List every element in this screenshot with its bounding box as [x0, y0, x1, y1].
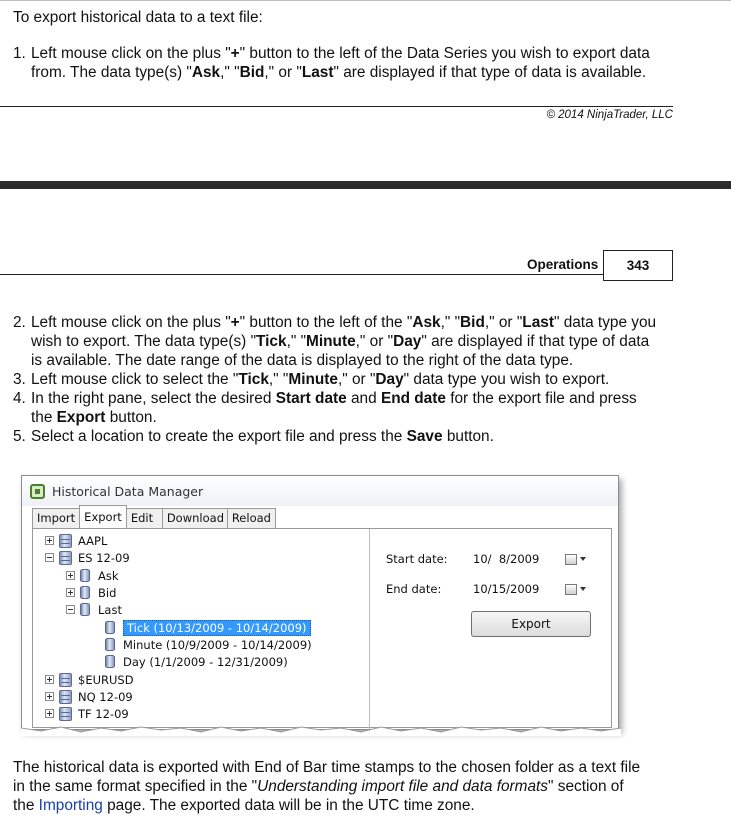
expand-icon[interactable] — [45, 536, 54, 545]
step-5 — [13, 427, 703, 446]
tab-export[interactable]: Export — [79, 505, 127, 527]
tree-label: Day (1/1/2009 - 12/31/2009) — [123, 654, 288, 669]
page-break-bar — [0, 181, 731, 189]
end-date-value: 10/15/2009 — [473, 582, 540, 596]
footer-rule — [0, 106, 673, 107]
step-text: ," " — [286, 333, 307, 350]
expand-icon[interactable] — [45, 692, 54, 701]
expand-icon[interactable] — [66, 588, 75, 597]
step-number: 2. — [13, 314, 26, 331]
tree-label: $EURUSD — [78, 672, 134, 687]
step-text: the — [31, 409, 57, 426]
tree-label: AAPL — [78, 533, 108, 548]
historical-data-manager-window — [21, 475, 619, 730]
tick-text: Tick — [238, 371, 269, 388]
page-number: 343 — [603, 250, 673, 281]
importing-link[interactable]: Importing — [38, 797, 103, 814]
last-text: Last — [522, 314, 554, 331]
start-date-label: Start date: — [386, 552, 448, 566]
start-date-value: 10/ 8/2009 — [473, 552, 540, 566]
minute-text: Minute — [306, 333, 356, 350]
bid-text: Bid — [460, 314, 485, 331]
day-text: Day — [393, 333, 422, 350]
instrument-icon — [59, 690, 72, 704]
step-text: for the export file and press — [445, 390, 637, 407]
tree-label: ES 12-09 — [78, 550, 130, 565]
tree-node-last[interactable] — [66, 601, 122, 618]
instrument-icon — [59, 551, 72, 565]
step-text: ," or " — [264, 64, 302, 81]
tree-node-aapl[interactable] — [45, 532, 107, 549]
collapse-icon[interactable] — [66, 605, 75, 614]
step-3 — [13, 370, 703, 389]
tree-label: TF 12-09 — [78, 706, 129, 721]
database-icon — [105, 638, 115, 651]
tree-label: Last — [98, 602, 122, 617]
step-text: Left mouse click to select the " — [31, 371, 239, 388]
step-text: ," or " — [355, 333, 394, 350]
calendar-dropdown-icon[interactable] — [565, 554, 586, 565]
collapse-icon[interactable] — [45, 553, 54, 562]
export-text: Export — [56, 409, 106, 426]
tree-label: Bid — [98, 585, 117, 600]
step-list-2 — [13, 313, 703, 446]
step-4 — [13, 389, 703, 427]
tree-node-minute[interactable] — [105, 636, 312, 653]
database-icon — [80, 586, 90, 599]
step-text: ," " — [268, 371, 289, 388]
expand-icon[interactable] — [45, 675, 54, 684]
calendar-dropdown-icon[interactable] — [565, 584, 586, 595]
step-text: " are displayed if that type of data — [421, 333, 650, 350]
tab-import[interactable]: Import — [32, 508, 80, 528]
end-date-picker[interactable] — [470, 579, 592, 599]
section-label: Operations — [527, 257, 599, 272]
database-icon — [105, 655, 115, 668]
step-text: " data type you wish to export. — [403, 371, 610, 388]
tab-edit[interactable]: Edit — [126, 508, 163, 528]
export-tab-panel — [32, 528, 612, 728]
tree-node-ask[interactable] — [66, 567, 119, 584]
tree-node-day[interactable] — [105, 653, 288, 670]
intro-text: To export historical data to a text file: — [13, 9, 263, 26]
step-text: Left mouse click on the plus " — [31, 45, 231, 62]
tab-reload[interactable]: Reload — [227, 508, 276, 528]
step-text: and — [346, 390, 381, 407]
header-rule — [0, 274, 604, 275]
ask-text: Ask — [191, 64, 221, 81]
tree-label: NQ 12-09 — [78, 689, 133, 704]
tree-node-bid[interactable] — [66, 584, 116, 601]
step-text: Left mouse click on the plus " — [31, 314, 231, 331]
tree-label-selected: Tick (10/13/2009 - 10/14/2009) — [123, 620, 311, 636]
tab-strip — [32, 508, 275, 528]
end-date-text: End date — [380, 390, 446, 407]
database-icon — [105, 621, 115, 634]
tree-node-nq[interactable] — [45, 688, 133, 705]
step-text: button. — [105, 409, 157, 426]
step-1 — [13, 44, 693, 82]
torn-edge-decoration — [21, 724, 621, 736]
plus-text: + — [230, 45, 240, 62]
step-text: In the right pane, select the desired — [31, 390, 276, 407]
tree-node-tick[interactable] — [105, 619, 311, 636]
data-series-tree — [33, 529, 370, 729]
save-text: Save — [406, 428, 443, 445]
plus-text: + — [230, 314, 240, 331]
export-button[interactable]: Export — [471, 611, 591, 637]
database-icon — [80, 569, 90, 582]
tree-node-tf[interactable] — [45, 705, 129, 722]
step-text: ," or " — [484, 314, 523, 331]
closing-paragraph — [13, 758, 713, 815]
instrument-icon — [59, 673, 72, 687]
step-text: is available. The date range of the data is displayed to the right of the data type. — [31, 352, 574, 369]
closing-text: in the same format specified in the " — [13, 778, 258, 795]
step-text: ," " — [220, 64, 240, 81]
copyright: © 2014 NinjaTrader, LLC — [546, 109, 673, 121]
tab-download[interactable]: Download — [162, 508, 228, 528]
instrument-icon — [59, 534, 72, 548]
tree-node-eurusd[interactable] — [45, 671, 134, 688]
tree-label: Ask — [98, 568, 119, 583]
last-text: Last — [301, 64, 334, 81]
end-date-label: End date: — [386, 582, 442, 596]
step-text: ," or " — [337, 371, 376, 388]
bid-text: Bid — [239, 64, 265, 81]
start-date-picker[interactable] — [470, 549, 592, 569]
closing-text: page. The exported data will be in the UTC time zone. — [102, 797, 475, 814]
closing-text: the — [13, 797, 39, 814]
step-text: button. — [442, 428, 494, 445]
step-text: wish to export. The data type(s) " — [31, 333, 257, 350]
window-title: Historical Data Manager — [52, 483, 204, 499]
day-text: Day — [375, 371, 404, 388]
step-number: 1. — [13, 45, 26, 62]
step-text: " button to the left of the Data Series you wish to export data — [239, 45, 650, 62]
tree-node-es[interactable] — [45, 549, 130, 566]
closing-text: " section of — [548, 778, 624, 795]
step-text: " data type you — [553, 314, 657, 331]
step-2 — [13, 313, 703, 370]
step-number: 4. — [13, 390, 26, 407]
database-icon — [80, 603, 90, 616]
tick-text: Tick — [256, 333, 287, 350]
section-reference: Understanding import file and data formats — [257, 778, 549, 795]
window-titlebar — [22, 476, 618, 506]
step-number: 3. — [13, 371, 26, 388]
start-date-text: Start date — [275, 390, 347, 407]
step-text: from. The data type(s) " — [31, 64, 192, 81]
step-list-1 — [13, 44, 693, 82]
expand-icon[interactable] — [66, 571, 75, 580]
tree-label: Minute (10/9/2009 - 10/14/2009) — [123, 637, 312, 652]
minute-text: Minute — [288, 371, 338, 388]
step-text: " are displayed if that type of data is available. — [333, 64, 647, 81]
ask-text: Ask — [412, 314, 441, 331]
closing-text: The historical data is exported with End of Bar time stamps to the chosen folder as a text file — [13, 759, 641, 776]
step-text: " button to the left of the " — [239, 314, 413, 331]
step-text: ," " — [440, 314, 461, 331]
instrument-icon — [59, 707, 72, 721]
step-text: Select a location to create the export file and press the — [31, 428, 407, 445]
app-icon — [30, 484, 45, 499]
step-number: 5. — [13, 428, 26, 445]
expand-icon[interactable] — [45, 709, 54, 718]
top-rule — [0, 0, 731, 1]
